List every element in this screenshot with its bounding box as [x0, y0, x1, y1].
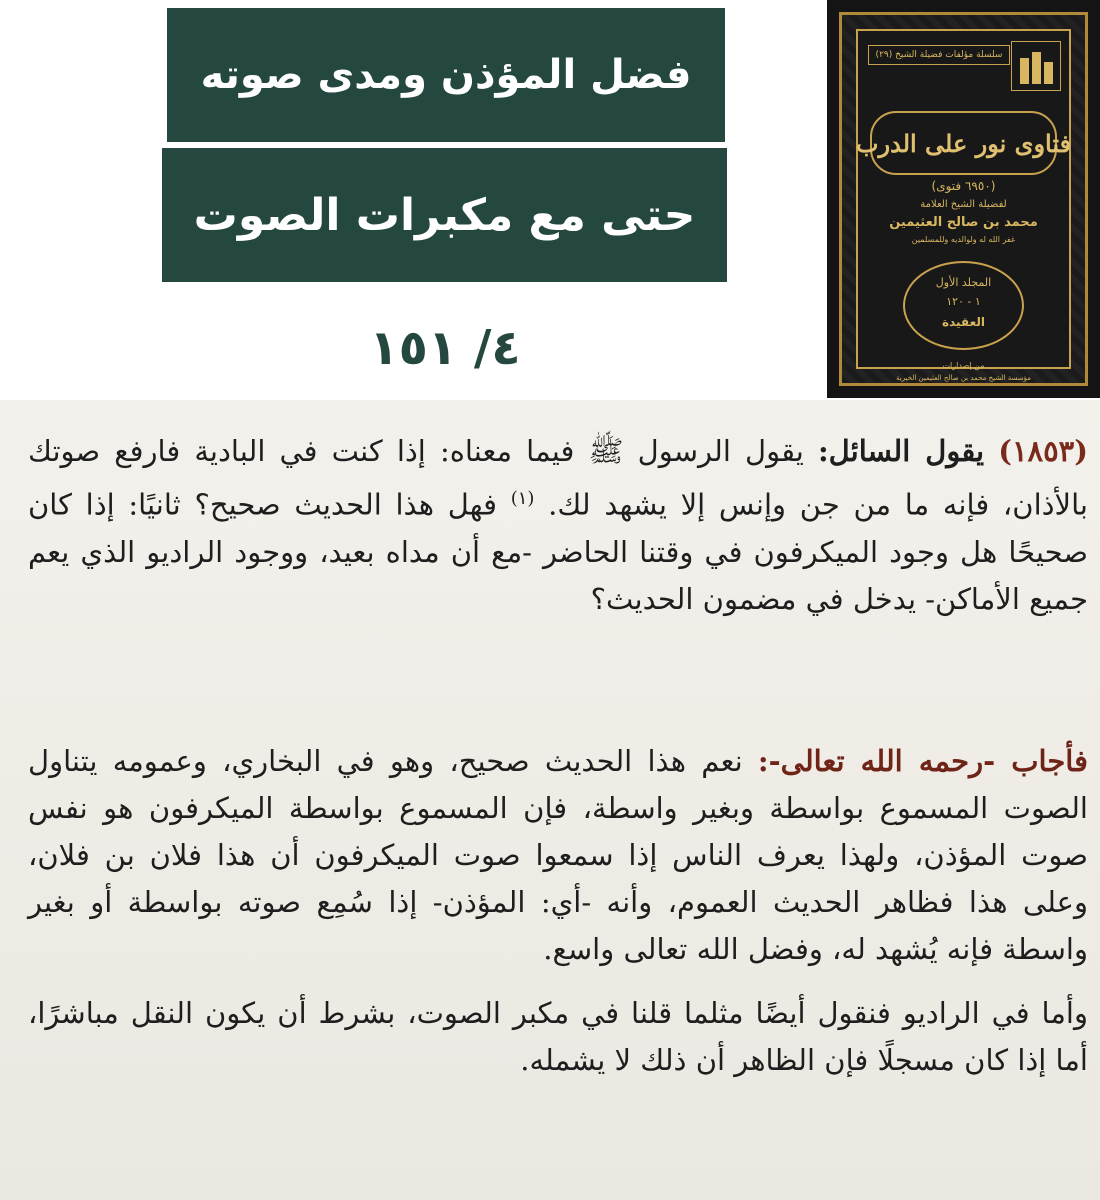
book-cover-frame: [839, 12, 1088, 386]
book-range: ١ - ١٢٠: [946, 295, 981, 308]
answer-paragraph: [28, 738, 1088, 973]
book-publisher-prefix: من إصدارات: [942, 361, 985, 370]
volume-page-reference: ٤/ ١٥١: [369, 320, 521, 376]
book-title: فتاوى نور على الدرب: [870, 111, 1057, 175]
book-page-photo: [0, 400, 1100, 1200]
footnote-marker: (١): [510, 488, 535, 509]
book-logo-icon: [1011, 41, 1061, 91]
fatwa-number: (١٨٥٣): [998, 434, 1088, 468]
title-banner-line2: حتى مع مكبرات الصوت: [162, 148, 727, 282]
book-topic: العقيدة: [942, 315, 985, 329]
book-author-suffix: غفر الله له ولوالديه وللمسلمين: [911, 235, 1016, 244]
question-paragraph: [28, 428, 1088, 623]
header-area: [0, 0, 1100, 400]
book-cover-inner: [855, 29, 1072, 382]
question-text-part1: يقول الرسول ﷺ فيما معناه: إذا كنت في البادية فارفع صوتك بالأذان، فإنه ما من جن وإنس إلا يشهد لك.: [28, 434, 1088, 522]
title-banner-line1: فضل المؤذن ومدى صوته: [167, 8, 725, 142]
book-fatwa-count: (٦٩٥٠ فتوى): [931, 179, 996, 193]
book-cover: [827, 0, 1100, 398]
book-author-prefix: لفضيلة الشيخ العلامة: [920, 199, 1007, 210]
book-author: محمد بن صالح العثيمين: [889, 215, 1038, 230]
radio-paragraph: وأما في الراديو فنقول أيضًا مثلما قلنا في مكبر الصوت، بشرط أن يكون النقل مباشرًا، أما إذا كان مسجلًا فإن الظاهر أن ذلك لا يشمله.: [28, 996, 1088, 1077]
book-series-label: سلسلة مؤلفات فضيلة الشيخ (٢٩): [868, 45, 1010, 65]
question-text-part2: فهل هذا الحديث صحيح؟ ثانيًا: إذا كان صحيحًا هل وجود الميكرفون في وقتنا الحاضر -مع أن مداه بعيد، ووجود الراديو الذي يعم جميع الأماكن- يدخل في مضمون الحديث؟: [28, 487, 1088, 616]
answer-label: فأجاب -رحمه الله تعالى-:: [757, 744, 1089, 778]
answer-text: نعم هذا الحديث صحيح، وهو في البخاري، وعمومه يتناول الصوت المسموع بواسطة وبغير واسطة، فإن المسموع بواسطة الميكرفون هو نفس صوت المؤذن، ولهذا يعرف الناس إذا سمعوا صوت الميكرفون أن هذا فلان بن فلان، وعلى هذا فظاهر الحديث العموم، وأنه -أي: المؤذن- إذا سُمِع صوته بواسطة أو بغير واسطة فإنه يُشهد له، وفضل الله تعالى واسع.: [28, 744, 1088, 966]
question-label: يقول السائل:: [817, 434, 985, 468]
book-volume: المجلد الأول: [935, 276, 992, 289]
book-publisher: مؤسسة الشيخ محمد بن صالح العثيمين الخيرية: [896, 374, 1031, 382]
